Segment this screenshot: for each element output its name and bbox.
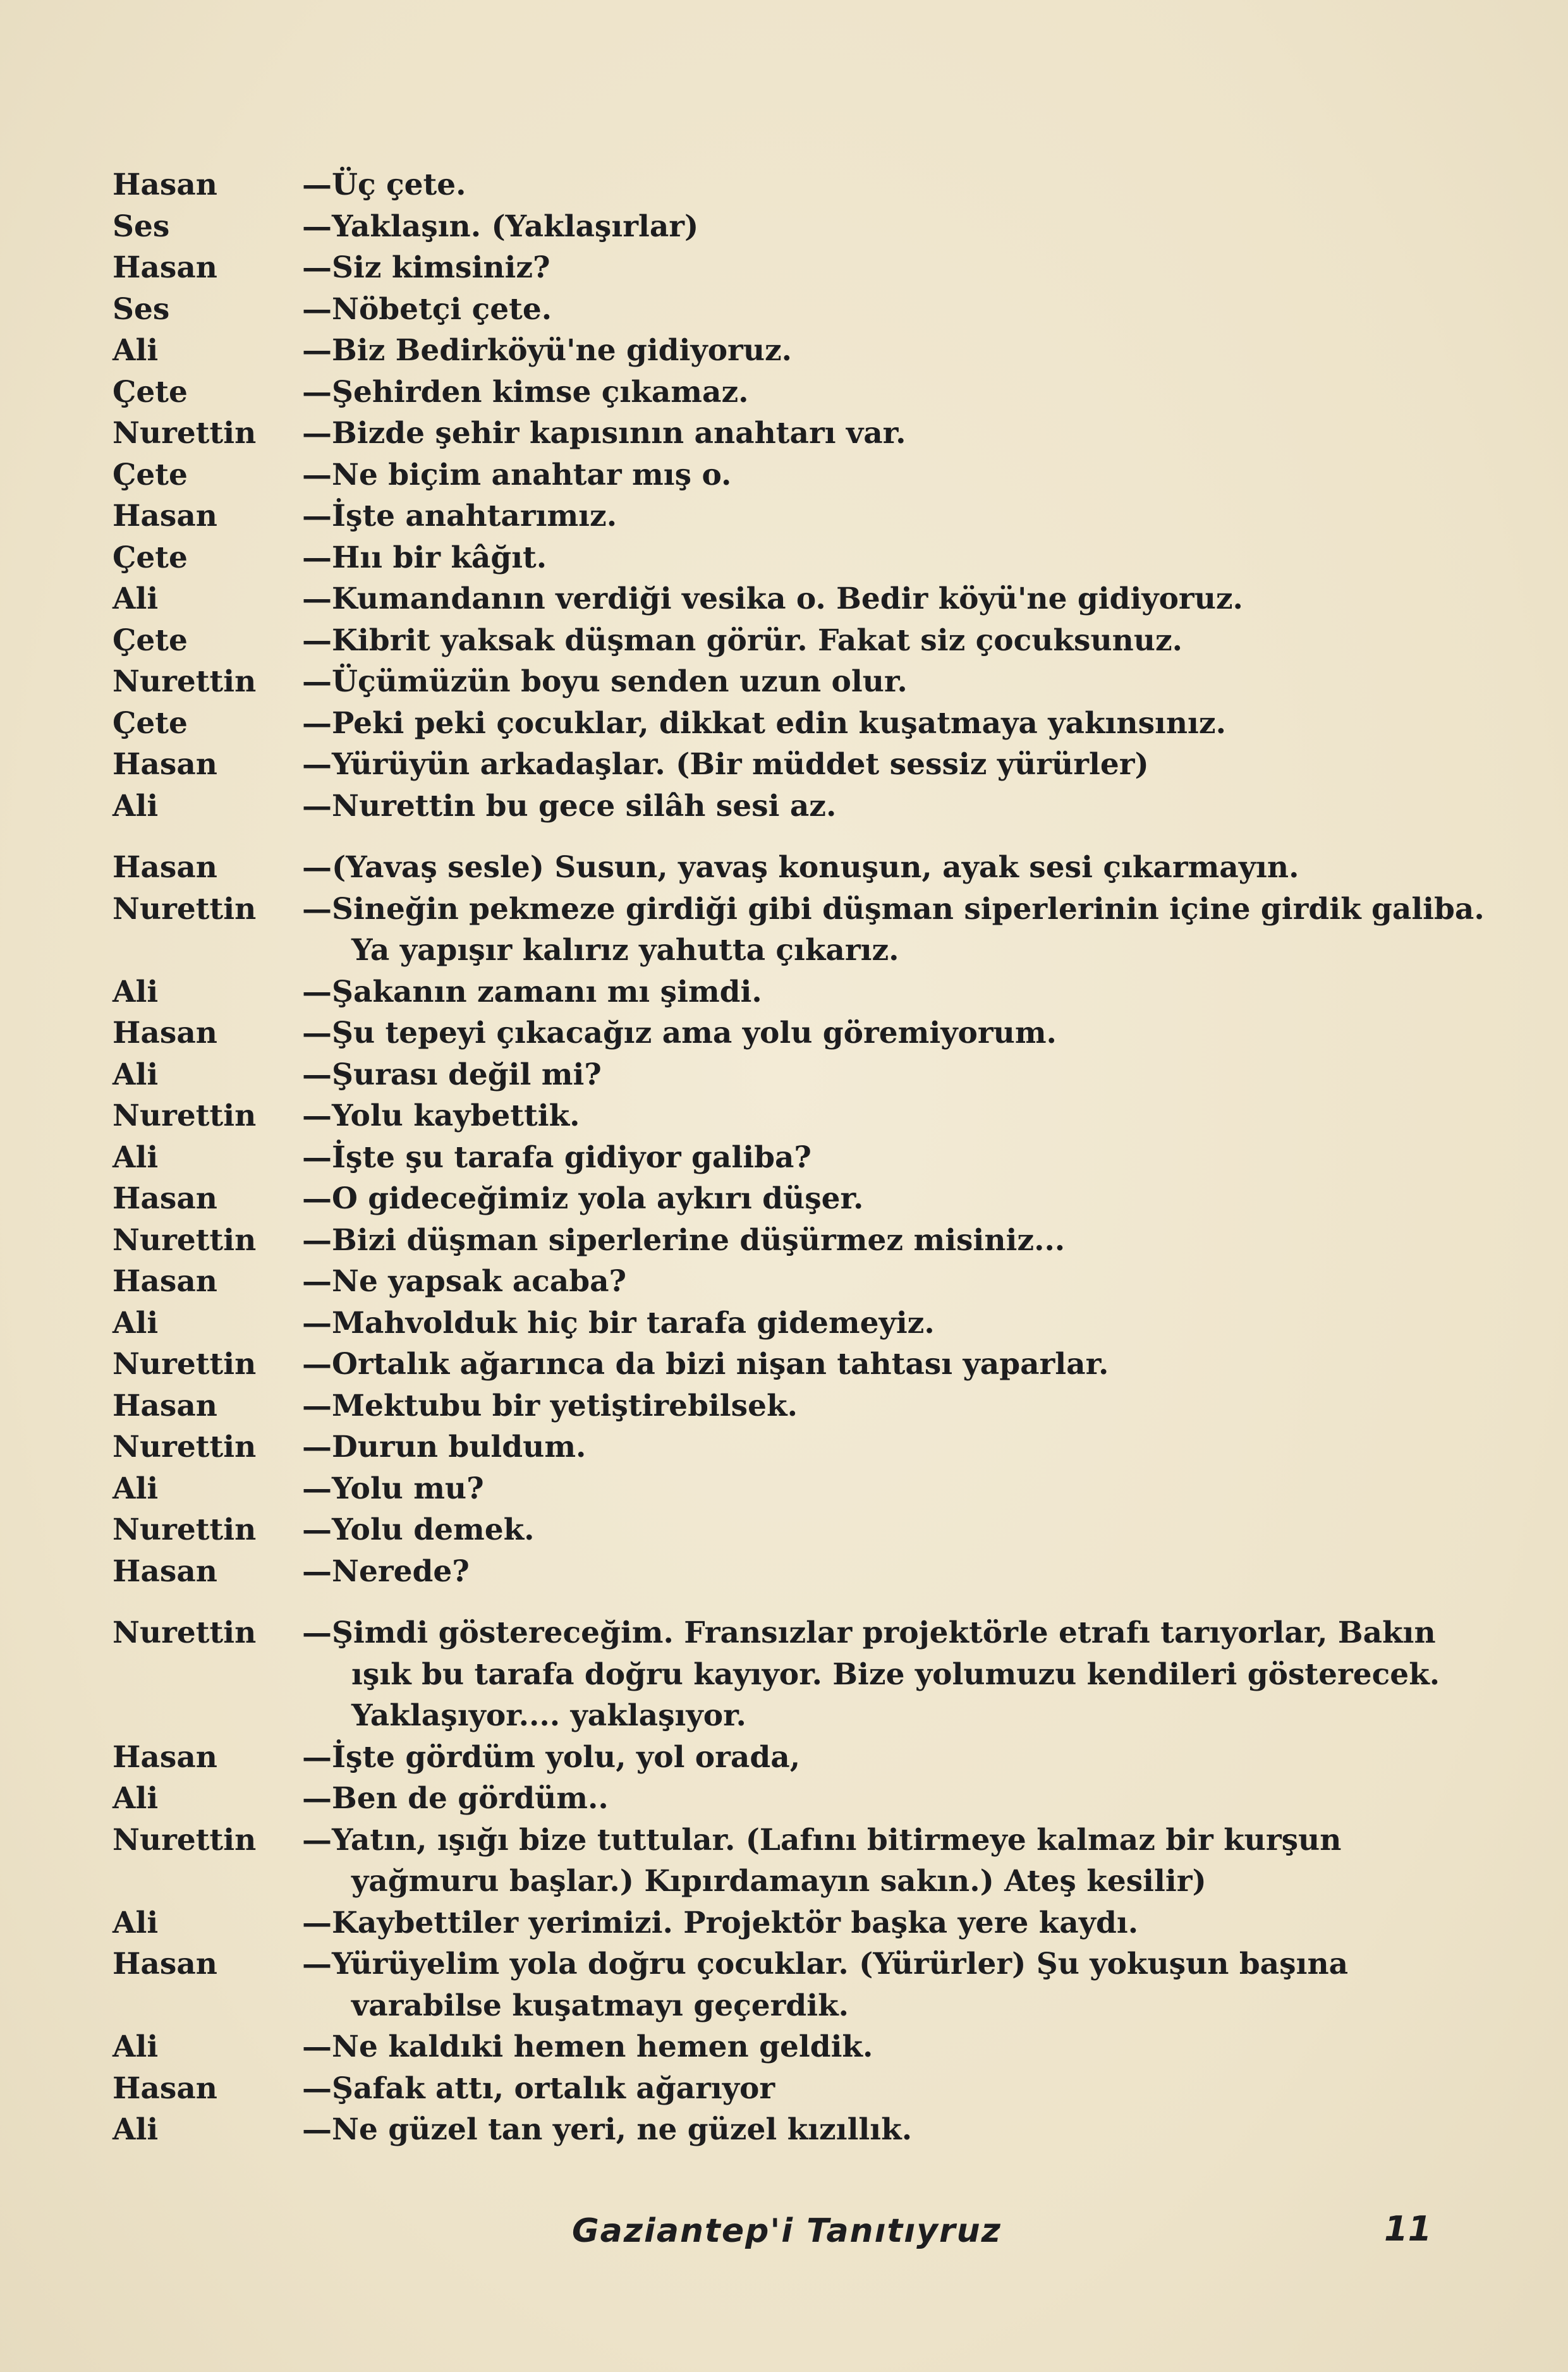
speaker-name: Ali (112, 1781, 159, 1816)
dialogue-row (112, 1137, 1440, 1179)
dialogue-line: —Yatın, ışığı bize tuttular. (Lafını bitirmeye kalmaz bir kurşun yağmuru başlar.) Kıpırdamayın sakın.) Ateş kesilir) (302, 1822, 1342, 1899)
speaker-name: Ali (112, 333, 159, 368)
dialogue-line: —Sineğin pekmeze girdiği gibi düşman siperlerinin içine girdik galiba. Ya yapışır kalırız yahutta çıkarız. (302, 891, 1485, 968)
dialogue-line: —İşte gördüm yolu, yol orada, (302, 1739, 801, 1775)
dialogue-row (112, 1178, 1440, 1220)
speaker-name: Ali (112, 1305, 159, 1341)
dialogue-line: —İşte anahtarımız. (302, 499, 617, 533)
speaker-name: Hasan (112, 747, 217, 782)
speaker-name: Nurettin (112, 1615, 257, 1650)
dialogue-row (112, 1612, 1440, 1737)
dialogue-row (112, 1426, 1440, 1468)
dialogue-row (112, 744, 1440, 786)
speaker-name: Çete (112, 374, 188, 410)
dialogue-line: —Bizi düşman siperlerine düşürmez misiniz... (302, 1222, 1066, 1258)
dialogue-line: —Yürüyelim yola doğru çocuklar. (Yürürler) Şu yokuşun başına varabilse kuşatmayı geçerdik. (302, 1947, 1349, 2023)
dialogue-row (112, 1509, 1440, 1551)
play-dialogue (112, 164, 1485, 2151)
dialogue-row (112, 1737, 1440, 1779)
speaker-name: Çete (112, 705, 188, 741)
dialogue-line: —Şurası değil mi? (302, 1057, 602, 1092)
speaker-name: Hasan (112, 250, 217, 285)
dialogue-line: —Durun buldum. (302, 1430, 586, 1464)
dialogue-row (112, 971, 1440, 1013)
dialogue-row (112, 1344, 1440, 1385)
dialogue-line: —Hıı bir kâğıt. (302, 540, 547, 575)
dialogue-line: —Mahvolduk hiç bir tarafa gidemeyiz. (302, 1305, 935, 1341)
dialogue-row (112, 661, 1440, 703)
speaker-name: Hasan (112, 1388, 217, 1423)
speaker-name: Ali (112, 2029, 159, 2064)
dialogue-row (112, 2109, 1440, 2151)
dialogue-row (112, 1468, 1440, 1510)
dialogue-row (112, 413, 1440, 454)
dialogue-line: —Ne biçim anahtar mış o. (302, 457, 732, 492)
speaker-name: Hasan (112, 1554, 217, 1589)
speaker-name: Hasan (112, 850, 217, 885)
dialogue-line: —Nurettin bu gece silâh sesi az. (302, 788, 837, 824)
dialogue-line: —Şafak attı, ortalık ağarıyor (302, 2071, 775, 2106)
dialogue-row (112, 496, 1440, 537)
dialogue-line: —Üç çete. (302, 167, 466, 202)
dialogue-row (112, 786, 1440, 827)
dialogue-row (112, 1820, 1440, 1902)
speaker-name: Hasan (112, 1016, 217, 1050)
speaker-name: Nurettin (112, 1430, 257, 1464)
speaker-name: Nurettin (112, 1098, 257, 1133)
dialogue-line: —Yolu demek. (302, 1512, 535, 1547)
dialogue-line: —Ne güzel tan yeri, ne güzel kızıllık. (302, 2112, 913, 2147)
speaker-name: Nurettin (112, 891, 257, 927)
page-number: 11 (1384, 2209, 1432, 2249)
dialogue-line: —Nerede? (302, 1554, 470, 1589)
dialogue-row (112, 537, 1440, 579)
speaker-name: Hasan (112, 1739, 217, 1775)
dialogue-row (112, 1778, 1440, 1820)
speaker-name: Hasan (112, 1181, 217, 1216)
dialogue-row (112, 289, 1440, 331)
dialogue-row (112, 578, 1440, 620)
dialogue-line: —Şakanın zamanı mı şimdi. (302, 974, 762, 1009)
dialogue-row (112, 372, 1440, 413)
dialogue-row (112, 1385, 1440, 1427)
dialogue-line: —Bizde şehir kapısının anahtarı var. (302, 416, 906, 451)
speaker-name: Çete (112, 540, 188, 575)
running-footer-title: Gaziantep'i Tanıtıyruz (572, 2212, 1002, 2250)
dialogue-row (112, 1054, 1440, 1096)
dialogue-line: —Ne yapsak acaba? (302, 1264, 627, 1299)
dialogue-line: —Şimdi göstereceğim. Fransızlar projektörle etrafı tarıyorlar, Bakın ışık bu tarafa doğru kayıyor. Bize yolumuzu kendileri gösterecek. Yaklaşıyor.... yaklaşıyor. (302, 1615, 1440, 1733)
dialogue-row (112, 703, 1440, 745)
speaker-name: Çete (112, 623, 188, 658)
dialogue-row (112, 206, 1440, 248)
dialogue-row (112, 1303, 1440, 1344)
speaker-name: Nurettin (112, 1822, 257, 1858)
dialogue-row (112, 330, 1440, 372)
speaker-name: Ses (112, 209, 170, 244)
dialogue-row (112, 847, 1440, 889)
dialogue-row (112, 1902, 1440, 1944)
dialogue-row (112, 1220, 1440, 1262)
speaker-name: Hasan (112, 1947, 217, 1981)
dialogue-row (112, 1943, 1440, 2026)
speaker-name: Ali (112, 974, 159, 1009)
dialogue-line: —Mektubu bir yetiştirebilsek. (302, 1388, 798, 1423)
dialogue-line: —Siz kimsiniz? (302, 250, 550, 285)
speaker-name: Hasan (112, 167, 217, 202)
speaker-name: Nurettin (112, 1222, 257, 1258)
dialogue-line: —Şu tepeyi çıkacağız ama yolu göremiyorum. (302, 1016, 1057, 1050)
speaker-name: Ali (112, 1905, 159, 1940)
dialogue-line: —Şehirden kimse çıkamaz. (302, 374, 749, 410)
speaker-name: Nurettin (112, 1512, 257, 1547)
dialogue-line: —Kibrit yaksak düşman görür. Fakat siz çocuksunuz. (302, 623, 1183, 658)
speaker-name: Nurettin (112, 416, 257, 451)
dialogue-row (112, 2068, 1440, 2110)
speaker-name: Ses (112, 291, 170, 327)
speaker-name: Nurettin (112, 664, 257, 699)
dialogue-row (112, 2026, 1440, 2068)
dialogue-row (112, 1551, 1440, 1593)
speaker-name: Ali (112, 1471, 159, 1506)
dialogue-line: —Yaklaşın. (Yaklaşırlar) (302, 209, 699, 244)
dialogue-row (112, 1013, 1440, 1054)
dialogue-row (112, 620, 1440, 662)
dialogue-row (112, 164, 1440, 206)
speaker-name: Nurettin (112, 1347, 257, 1382)
dialogue-line: —Yolu kaybettik. (302, 1098, 580, 1133)
dialogue-line: —Üçümüzün boyu senden uzun olur. (302, 664, 908, 699)
speaker-name: Ali (112, 581, 159, 616)
speaker-name: Çete (112, 457, 188, 492)
speaker-name: Hasan (112, 499, 217, 533)
speaker-name: Ali (112, 2112, 159, 2147)
dialogue-line: —Nöbetçi çete. (302, 291, 552, 327)
dialogue-line: —Kumandanın verdiği vesika o. Bedir köyü'ne gidiyoruz. (302, 581, 1243, 616)
dialogue-line: —Biz Bedirköyü'ne gidiyoruz. (302, 333, 793, 368)
dialogue-line: —Kaybettiler yerimizi. Projektör başka yere kaydı. (302, 1905, 1139, 1940)
dialogue-row (112, 1261, 1440, 1303)
speaker-name: Hasan (112, 2071, 217, 2106)
speaker-name: Ali (112, 1140, 159, 1175)
dialogue-line: —Yürüyün arkadaşlar. (Bir müddet sessiz yürürler) (302, 747, 1149, 782)
speaker-name: Ali (112, 1057, 159, 1092)
dialogue-line: —İşte şu tarafa gidiyor galiba? (302, 1140, 811, 1175)
dialogue-line: —O gideceğimiz yola aykırı düşer. (302, 1181, 864, 1216)
dialogue-row (112, 454, 1440, 496)
dialogue-line: —Peki peki çocuklar, dikkat edin kuşatmaya yakınsınız. (302, 705, 1226, 741)
dialogue-line: —Yolu mu? (302, 1471, 484, 1506)
dialogue-row (112, 889, 1485, 971)
dialogue-line: —(Yavaş sesle) Susun, yavaş konuşun, ayak sesi çıkarmayın. (302, 850, 1299, 885)
dialogue-line: —Ortalık ağarınca da bizi nişan tahtası yaparlar. (302, 1347, 1109, 1382)
dialogue-line: —Ben de gördüm.. (302, 1781, 609, 1816)
dialogue-row (112, 1095, 1440, 1137)
dialogue-row (112, 247, 1440, 289)
speaker-name: Ali (112, 788, 159, 824)
speaker-name: Hasan (112, 1264, 217, 1299)
dialogue-line: —Ne kaldıki hemen hemen geldik. (302, 2029, 873, 2064)
